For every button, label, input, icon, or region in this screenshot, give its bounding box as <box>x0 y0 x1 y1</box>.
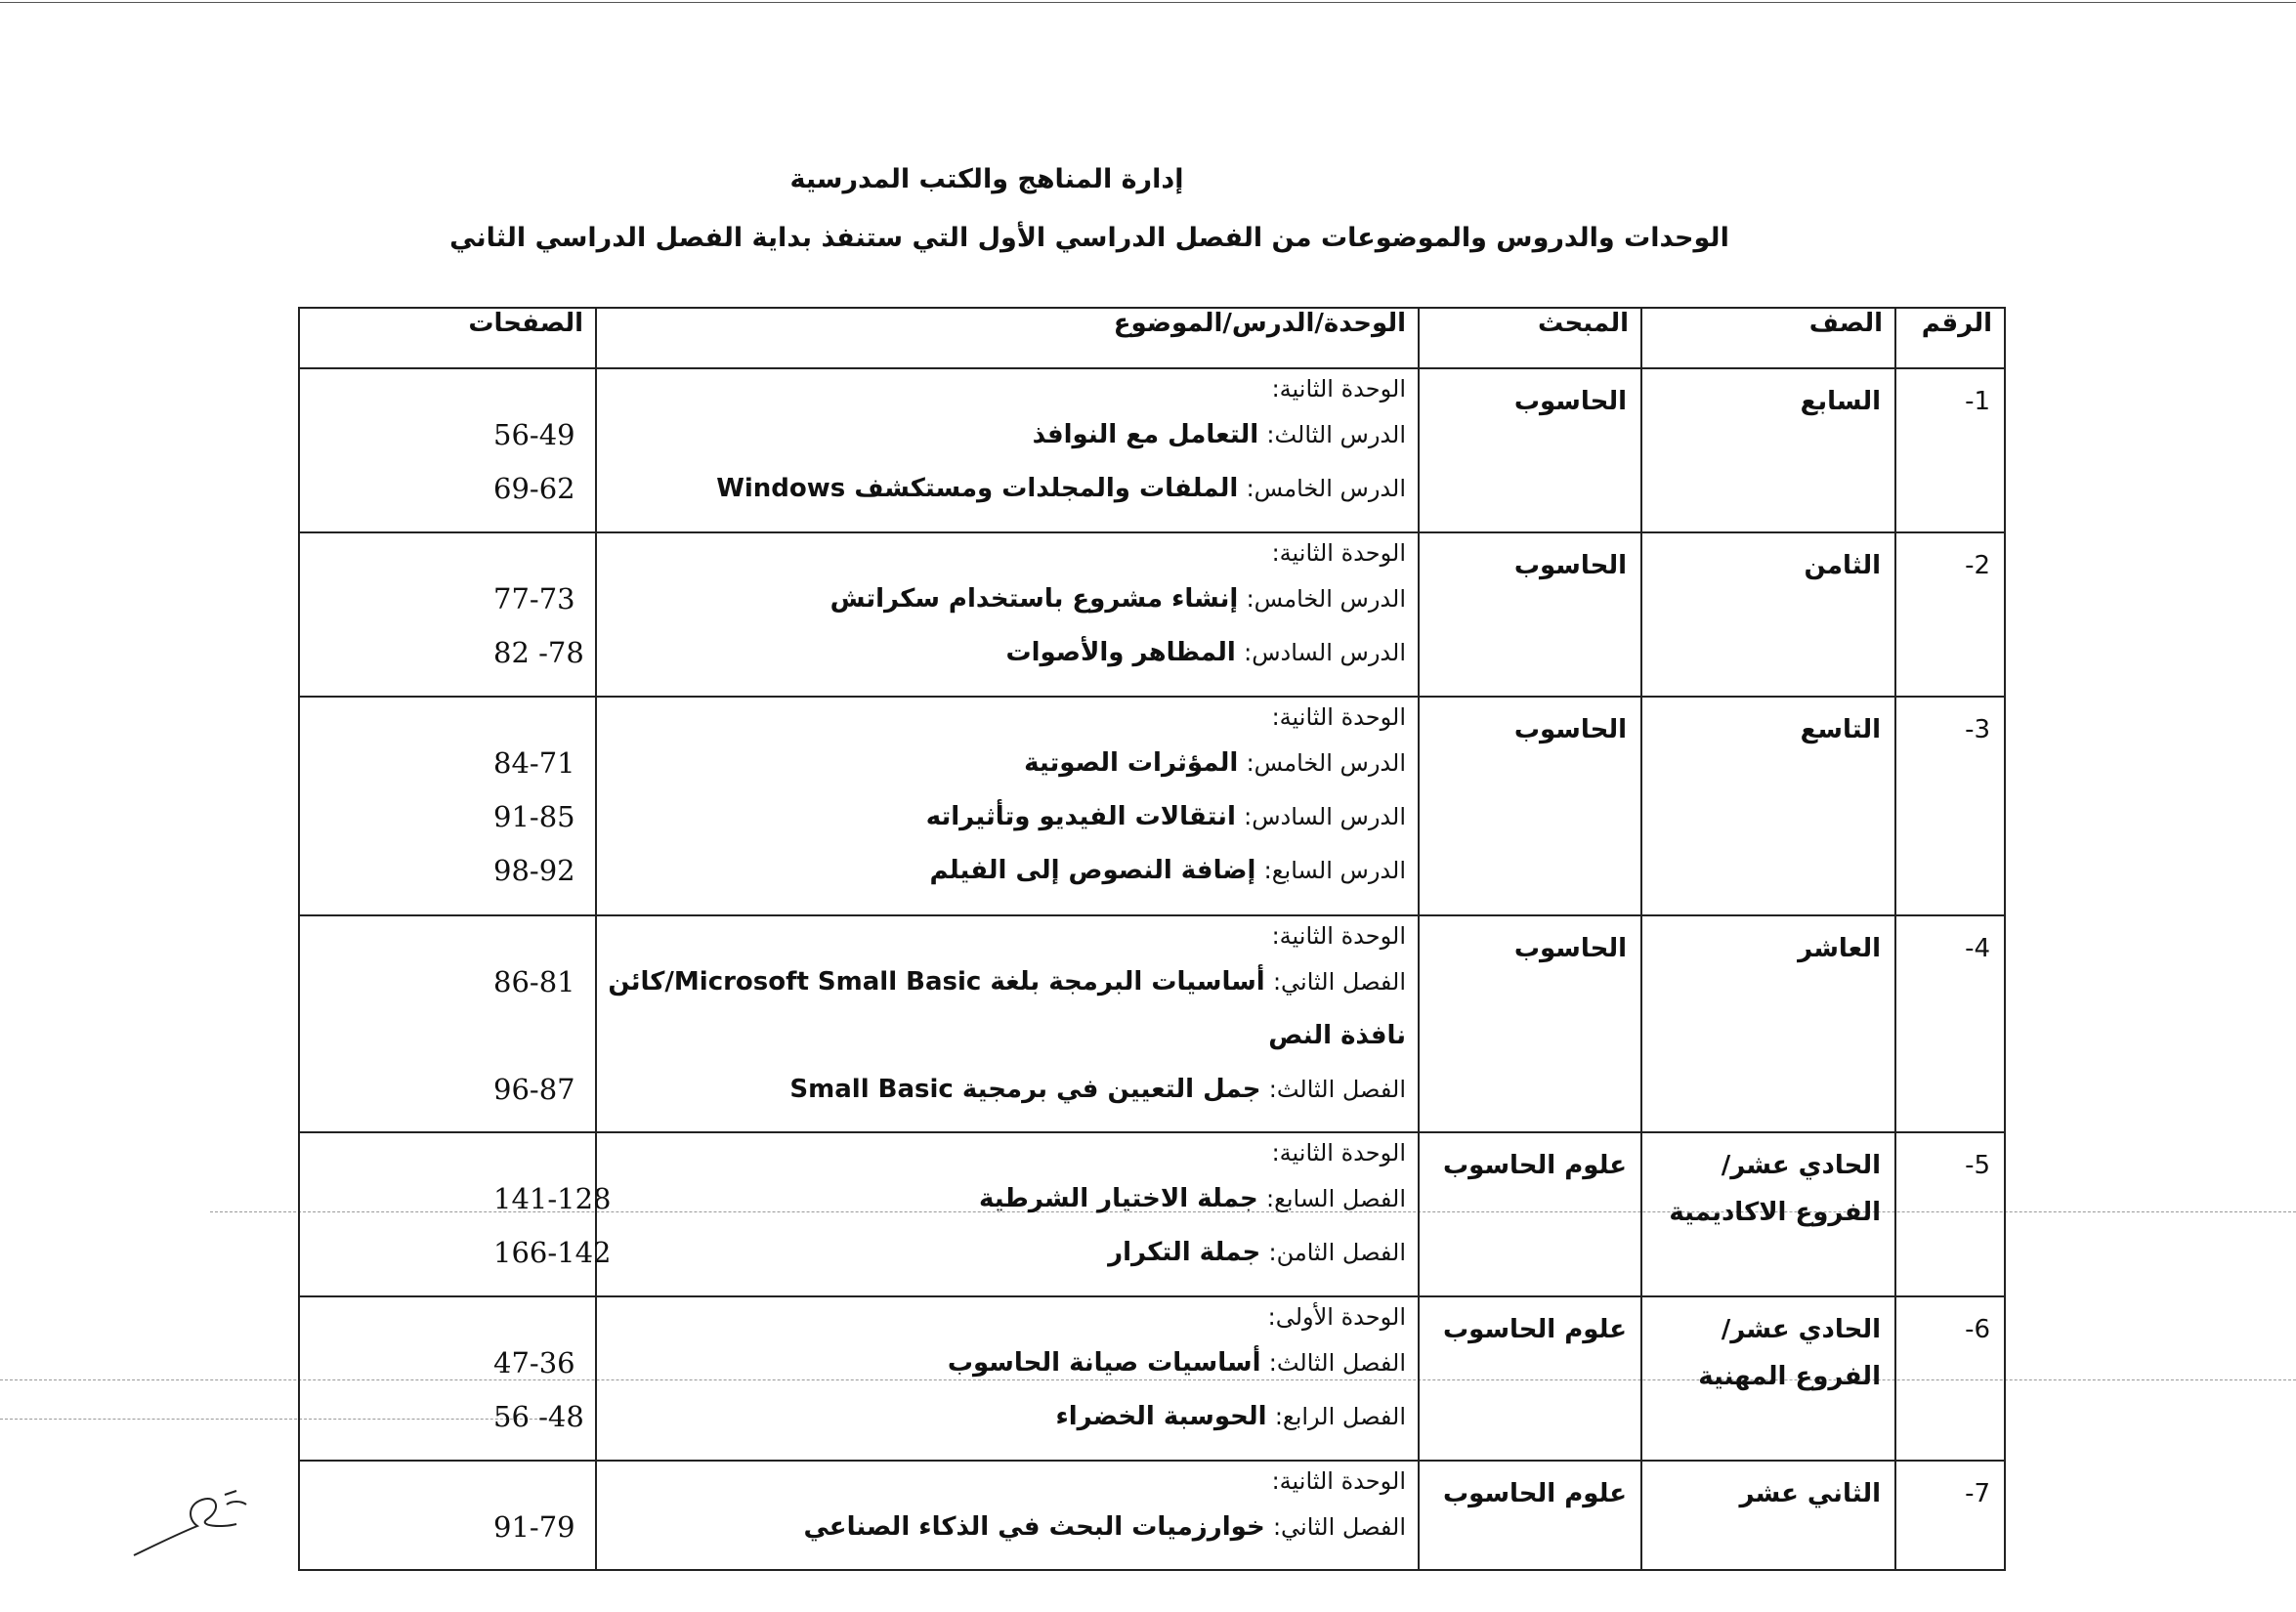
row-pages <box>299 532 596 697</box>
row-topics <box>596 1461 1419 1570</box>
table-row <box>299 1132 2005 1296</box>
page-range: 91-85 <box>493 800 575 833</box>
page-range: 86-81 <box>493 965 575 998</box>
pages-spacer <box>300 1133 595 1172</box>
page-range: 56 -48 <box>493 1400 584 1433</box>
lesson-line <box>597 1501 1406 1554</box>
grade-line: الحادي عشر/ <box>1721 1315 1881 1344</box>
row-number: 6- <box>1895 1296 2005 1461</box>
lesson-line <box>597 462 1406 516</box>
page-range: 69-62 <box>493 472 575 505</box>
table-row <box>299 368 2005 532</box>
lesson-line <box>597 573 1406 626</box>
page-range: 141-128 <box>493 1182 612 1215</box>
table-row <box>299 915 2005 1132</box>
table-row <box>299 532 2005 697</box>
lesson-topic: أساسيات صيانة الحاسوب <box>947 1348 1261 1378</box>
row-number: 2- <box>1895 532 2005 697</box>
page-range: 98-92 <box>493 854 575 887</box>
row-number: 7- <box>1895 1461 2005 1570</box>
curriculum-table <box>298 307 2006 1571</box>
lesson-prefix: الفصل الثالث: <box>1268 1076 1406 1103</box>
lesson-topic: المظاهر والأصوات <box>1005 638 1236 667</box>
lesson-prefix: الدرس الثالث: <box>1266 421 1406 448</box>
lesson-topic: انتقالات الفيديو وتأثيراته <box>925 802 1236 831</box>
row-pages <box>299 697 596 915</box>
row-grade <box>1641 1132 1895 1296</box>
document-title: إدارة المناهج والكتب المدرسية <box>789 164 1184 194</box>
handwritten-signature <box>129 1465 266 1563</box>
page-range: 91-79 <box>493 1510 575 1544</box>
lesson-topic: التعامل مع النوافذ <box>1032 420 1259 449</box>
lesson-topic: إضافة النصوص إلى الفيلم <box>929 856 1256 885</box>
lesson-prefix: الدرس الخامس: <box>1246 585 1406 613</box>
header-pages: الصفحات <box>299 308 596 368</box>
pages-spacer <box>300 533 595 573</box>
unit-label: الوحدة الثانية: <box>1271 375 1406 403</box>
grade-line: الحادي عشر/ <box>1721 1151 1881 1180</box>
lesson-topic: إنشاء مشروع باستخدام سكراتش <box>829 584 1239 614</box>
lesson-topic: أساسيات البرمجة بلغة Microsoft Small Basic/كائن <box>608 967 1265 997</box>
lesson-prefix: الدرس السابع: <box>1263 857 1406 884</box>
lesson-prefix: الدرس السادس: <box>1244 803 1406 830</box>
row-number: 3- <box>1895 697 2005 915</box>
page-range: 77-73 <box>493 582 575 615</box>
row-topics <box>596 1296 1419 1461</box>
row-topics <box>596 1132 1419 1296</box>
row-subject: علوم الحاسوب <box>1419 1132 1641 1296</box>
page-range: 166-142 <box>493 1236 612 1269</box>
lesson-line <box>597 626 1406 680</box>
pages-spacer <box>300 369 595 408</box>
unit-label: الوحدة الثانية: <box>1271 922 1406 950</box>
row-subject: الحاسوب <box>1419 915 1641 1132</box>
row-grade: السابع <box>1641 368 1895 532</box>
lesson-topic-continued: نافذة النص <box>1268 1021 1406 1050</box>
row-pages <box>299 1461 596 1570</box>
table-row <box>299 1296 2005 1461</box>
page-range: 82 -78 <box>493 636 584 669</box>
page-range: 96-87 <box>493 1073 575 1106</box>
pages-spacer <box>300 916 595 955</box>
lesson-line <box>597 844 1406 898</box>
grade-branch: الفروع المهنية <box>1698 1362 1881 1391</box>
row-pages <box>299 1132 612 1296</box>
row-subject: الحاسوب <box>1419 368 1641 532</box>
lesson-line <box>597 1226 1406 1280</box>
header-subject: المبحث <box>1419 308 1641 368</box>
lesson-line <box>597 737 1406 790</box>
row-grade: الثامن <box>1641 532 1895 697</box>
lesson-prefix: الفصل الثامن: <box>1268 1239 1406 1266</box>
lesson-prefix: الفصل الثاني: <box>1272 968 1406 996</box>
row-grade: الثاني عشر <box>1641 1461 1895 1570</box>
lesson-prefix: الفصل السابع: <box>1266 1185 1406 1212</box>
lesson-line <box>597 790 1406 844</box>
table-row <box>299 1461 2005 1570</box>
page-range: 84-71 <box>493 746 575 780</box>
lesson-prefix: الفصل الرابع: <box>1274 1403 1406 1430</box>
lesson-line <box>597 408 1406 462</box>
row-number: 1- <box>1895 368 2005 532</box>
unit-label: الوحدة الثانية: <box>1271 539 1406 567</box>
row-grade: التاسع <box>1641 697 1895 915</box>
row-pages <box>299 368 596 532</box>
lesson-topic: الملفات والمجلدات ومستكشف Windows <box>716 474 1239 503</box>
lesson-line <box>597 1172 1406 1226</box>
grade-branch: الفروع الاكاديمية <box>1669 1198 1881 1227</box>
row-subject: الحاسوب <box>1419 532 1641 697</box>
lesson-topic: جملة التكرار <box>1108 1238 1261 1267</box>
row-subject: علوم الحاسوب <box>1419 1461 1641 1570</box>
lesson-line <box>597 1009 1406 1063</box>
row-grade <box>1641 1296 1895 1461</box>
header-grade: الصف <box>1641 308 1895 368</box>
lesson-line <box>597 1336 1406 1390</box>
page-range: 56-49 <box>493 418 575 451</box>
row-subject: الحاسوب <box>1419 697 1641 915</box>
unit-label: الوحدة الأولى: <box>1267 1303 1406 1331</box>
row-topics <box>596 368 1419 532</box>
lesson-line <box>597 955 1406 1009</box>
row-topics <box>596 532 1419 697</box>
row-grade: العاشر <box>1641 915 1895 1132</box>
header-num: الرقم <box>1895 308 2005 368</box>
page-range: 47-36 <box>493 1346 575 1379</box>
row-number: 4- <box>1895 915 2005 1132</box>
lesson-topic: جمل التعيين في برمجية Small Basic <box>789 1075 1261 1104</box>
lesson-prefix: الفصل الثالث: <box>1268 1349 1406 1377</box>
lesson-line <box>597 1390 1406 1444</box>
lesson-line <box>597 1063 1406 1117</box>
unit-label: الوحدة الثانية: <box>1271 1467 1406 1495</box>
lesson-prefix: الدرس الخامس: <box>1246 749 1406 777</box>
pages-spacer <box>300 1297 595 1336</box>
pages-spacer <box>300 1462 595 1501</box>
row-number: 5- <box>1895 1132 2005 1296</box>
lesson-topic: جملة الاختيار الشرطية <box>978 1184 1258 1213</box>
row-pages <box>299 1296 596 1461</box>
row-topics <box>596 697 1419 915</box>
lesson-topic: خوارزميات البحث في الذكاء الصناعي <box>803 1512 1265 1542</box>
table-header-row <box>299 308 2005 368</box>
unit-label: الوحدة الثانية: <box>1271 1139 1406 1167</box>
table-row <box>299 697 2005 915</box>
row-subject: علوم الحاسوب <box>1419 1296 1641 1461</box>
row-topics <box>596 915 1419 1132</box>
lesson-prefix: الدرس الخامس: <box>1246 475 1406 502</box>
document-subtitle: الوحدات والدروس والموضوعات من الفصل الدراسي الأول التي ستنفذ بداية الفصل الدراسي الثاني <box>449 223 1729 253</box>
lesson-topic: المؤثرات الصوتية <box>1024 748 1239 778</box>
unit-label: الوحدة الثانية: <box>1271 703 1406 731</box>
header-topic: الوحدة/الدرس/الموضوع <box>596 308 1419 368</box>
scan-edge-line <box>0 2 2296 3</box>
pages-spacer <box>300 698 595 737</box>
row-pages <box>299 915 596 1132</box>
pages-spacer <box>300 1009 595 1063</box>
lesson-prefix: الفصل الثاني: <box>1272 1513 1406 1541</box>
lesson-prefix: الدرس السادس: <box>1244 639 1406 666</box>
lesson-topic: الحوسبة الخضراء <box>1055 1402 1267 1431</box>
